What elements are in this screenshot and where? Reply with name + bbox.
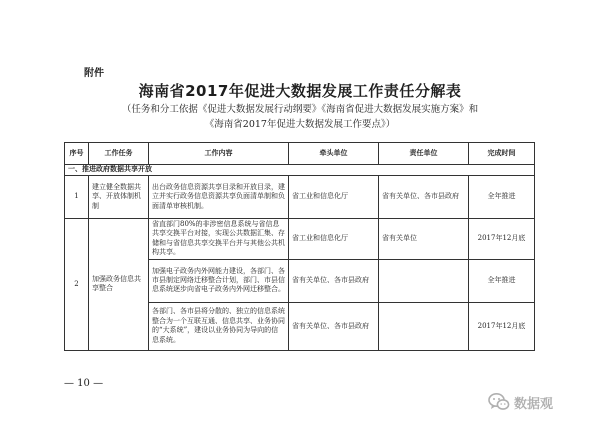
row-deadline: 全年推进 <box>469 176 535 219</box>
table-row <box>65 219 535 260</box>
page-number: — 10 — <box>64 378 104 389</box>
table-row <box>65 176 535 219</box>
row-task: 建立健全数据共享、开放体制机制 <box>89 176 149 219</box>
row-lead-unit: 省工业和信息化厅 <box>289 219 379 260</box>
row-number: 2 <box>65 219 89 351</box>
document-title: 海南省2017年促进大数据发展工作责任分解表 <box>138 82 462 100</box>
row-responsible-unit <box>379 302 469 350</box>
watermark-text: 数据观 <box>514 396 554 412</box>
header-deadline: 完成时间 <box>469 143 535 165</box>
row-content: 出台政务信息资源共享目录和开放目录，建立并实行政务信息资源共享负面清单制和负面清单审核机制。 <box>149 176 289 219</box>
row-responsible-unit <box>379 259 469 302</box>
header-lead-unit: 牵头单位 <box>289 143 379 165</box>
row-responsible-unit: 省有关单位 <box>379 219 469 260</box>
document-subtitle-line1: （任务和分工依据《促进大数据发展行动纲要》《海南省促进大数据发展实施方案》和 <box>121 104 479 115</box>
row-deadline: 全年推进 <box>469 259 535 302</box>
row-deadline: 2017年12月底 <box>469 219 535 260</box>
section-title: 一、推进政府数据共享开放 <box>65 165 535 176</box>
document-subtitle-line2: 《海南省2017年促进大数据发展工作要点》） <box>204 119 396 130</box>
row-content: 加强电子政务内外网能力建设，各部门、各市县制定网络迁移整合计划，部门、市县信息系统逐步向省电子政务内外网迁移整合。 <box>149 259 289 302</box>
watermark <box>488 392 553 412</box>
section-row <box>65 165 535 176</box>
row-lead-unit: 省工业和信息化厅 <box>289 176 379 219</box>
row-lead-unit: 省有关单位、各市县政府 <box>289 259 379 302</box>
header-task: 工作任务 <box>89 143 149 165</box>
row-number: 1 <box>65 176 89 219</box>
row-lead-unit: 省有关单位、各市县政府 <box>289 302 379 350</box>
header-no: 序号 <box>65 143 89 165</box>
table-header-row <box>65 143 535 165</box>
header-content: 工作内容 <box>149 143 289 165</box>
attachment-label: 附件 <box>84 68 104 79</box>
row-responsible-unit: 省有关单位、各市县政府 <box>379 176 469 219</box>
row-task: 加强政务信息共享整合 <box>89 219 149 351</box>
row-content: 省直部门80%的非涉密信息系统与省信息共享交换平台对接，实现公共数据汇集、存储和与省信息共享交换平台并与其他公共机构共享。 <box>149 219 289 260</box>
header-responsible-unit: 责任单位 <box>379 143 469 165</box>
row-content: 各部门、各市县将分散的、独立的信息系统整合为一个互联互通、信息共享、业务协同的“大系统”，建设以业务协同为导向的信息系统。 <box>149 302 289 350</box>
wechat-icon <box>488 392 510 412</box>
row-deadline: 2017年12月底 <box>469 302 535 350</box>
responsibility-table <box>64 142 535 351</box>
